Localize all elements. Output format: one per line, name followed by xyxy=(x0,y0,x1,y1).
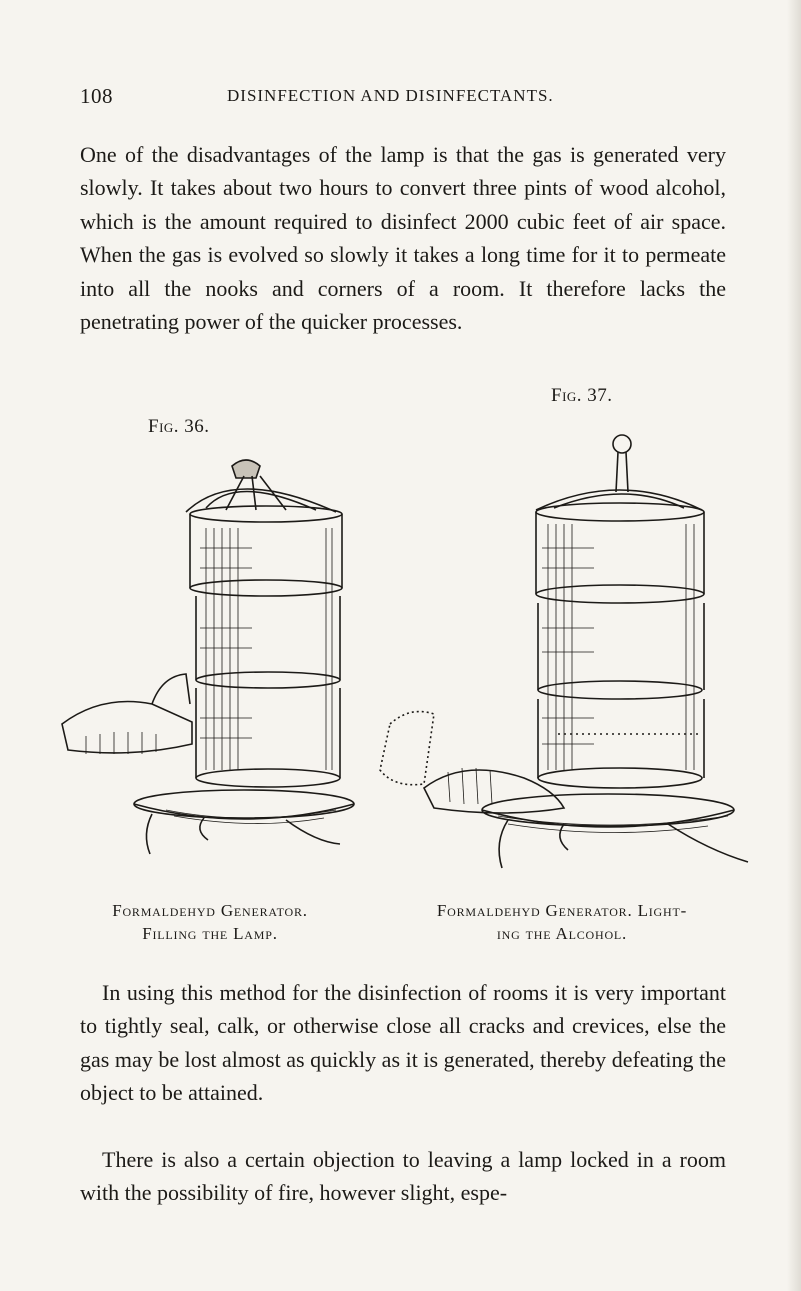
paragraph-sealing-text: In using this method for the disinfection of rooms it is very important to tightly seal, calk, or otherwise close all cracks and crevices, else the gas may be lost almost as quickly as it is generated, thereby defeating the object to be attained. xyxy=(80,980,726,1106)
page-edge-shadow xyxy=(787,0,801,1291)
figure-36-label: Fig. 36. xyxy=(148,416,210,437)
figure-36-caption-line-2: Filling the Lamp. xyxy=(142,924,278,943)
paragraph-disadvantages: One of the disadvantages of the lamp is that the gas is generated very slowly. It takes about two hours to convert three pints of wood alcohol, which is the amount required to disinfect 2000 cubic feet of air space. When the gas is evolved so slowly it takes a long time for it to permeate into all the nooks and corners of a room. It therefore lacks the penetrating power of the quicker processes. xyxy=(80,142,726,335)
figure-37-caption-line-2: ing the Alcohol. xyxy=(496,924,628,943)
page-number: 108 xyxy=(80,84,113,108)
running-title: DISINFECTION AND DISINFECTANTS. xyxy=(227,86,554,105)
paragraph-fire-objection xyxy=(80,1143,726,1210)
paragraph-fire-objection-text: There is also a certain objection to leaving a lamp locked in a room with the possibility of fire, however slight, espe- xyxy=(80,1147,726,1206)
generator-lighting-illustration xyxy=(368,418,752,888)
figure-37-caption-line-1: Formaldehyd Generator. Light- xyxy=(436,901,688,920)
paragraph-sealing xyxy=(80,976,726,1110)
figure-36-caption-line-1: Formaldehyd Generator. xyxy=(112,901,308,920)
figure-36-caption xyxy=(60,899,360,945)
figure-37-label: Fig. 37. xyxy=(551,385,613,406)
generator-filling-illustration xyxy=(56,448,364,888)
figure-37-caption xyxy=(382,899,742,945)
